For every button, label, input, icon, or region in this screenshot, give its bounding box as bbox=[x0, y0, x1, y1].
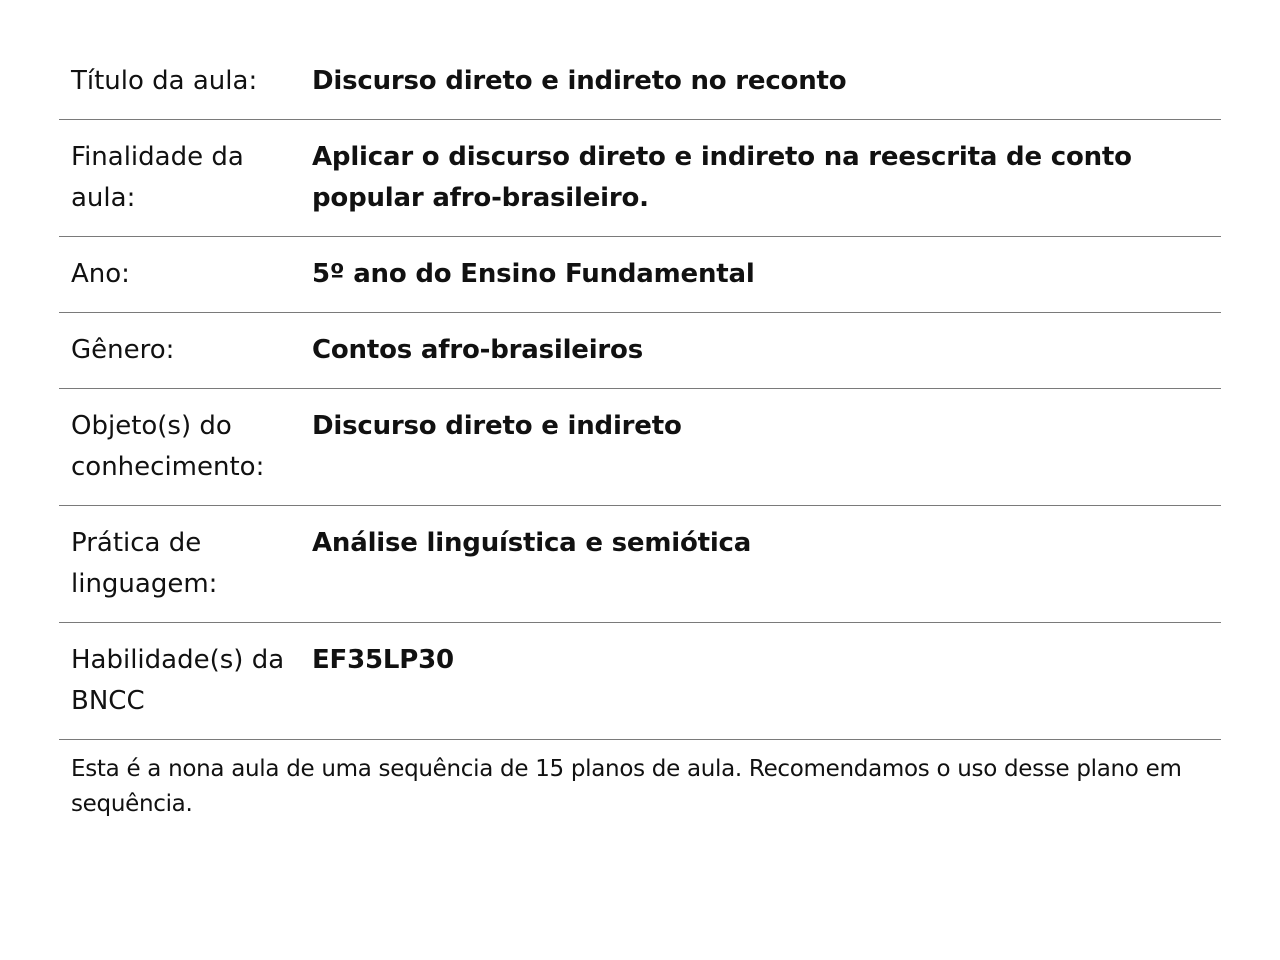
table-row bbox=[59, 623, 1221, 740]
sequence-note: Esta é a nona aula de uma sequência de 15 planos de aula. Recomendamos o uso desse plano em sequência. bbox=[71, 756, 1182, 817]
row-label-genre: Gênero: bbox=[59, 313, 300, 389]
row-value-year: 5º ano do Ensino Fundamental bbox=[300, 237, 1221, 313]
row-label-knowledge-object: Objeto(s) do conhecimento: bbox=[59, 389, 300, 506]
row-value-language-practice: Análise linguística e semiótica bbox=[300, 506, 1221, 623]
table-row bbox=[59, 506, 1221, 623]
table-row bbox=[59, 313, 1221, 389]
row-label-bncc-skills: Habilidade(s) da BNCC bbox=[59, 623, 300, 740]
row-value-title: Discurso direto e indireto no reconto bbox=[300, 44, 1221, 120]
row-label-year: Ano: bbox=[59, 237, 300, 313]
row-value-purpose: Aplicar o discurso direto e indireto na reescrita de conto popular afro-brasileiro. bbox=[300, 120, 1221, 237]
row-value-genre: Contos afro-brasileiros bbox=[300, 313, 1221, 389]
table-row bbox=[59, 237, 1221, 313]
row-label-language-practice: Prática de linguagem: bbox=[59, 506, 300, 623]
table-row bbox=[59, 44, 1221, 120]
lesson-plan-sheet bbox=[59, 44, 1221, 822]
table-row bbox=[59, 389, 1221, 506]
lesson-info-table bbox=[59, 44, 1221, 740]
row-label-purpose: Finalidade da aula: bbox=[59, 120, 300, 237]
row-value-knowledge-object: Discurso direto e indireto bbox=[300, 389, 1221, 506]
row-value-bncc-skills: EF35LP30 bbox=[300, 623, 1221, 740]
row-label-title: Título da aula: bbox=[59, 44, 300, 120]
table-row bbox=[59, 120, 1221, 237]
